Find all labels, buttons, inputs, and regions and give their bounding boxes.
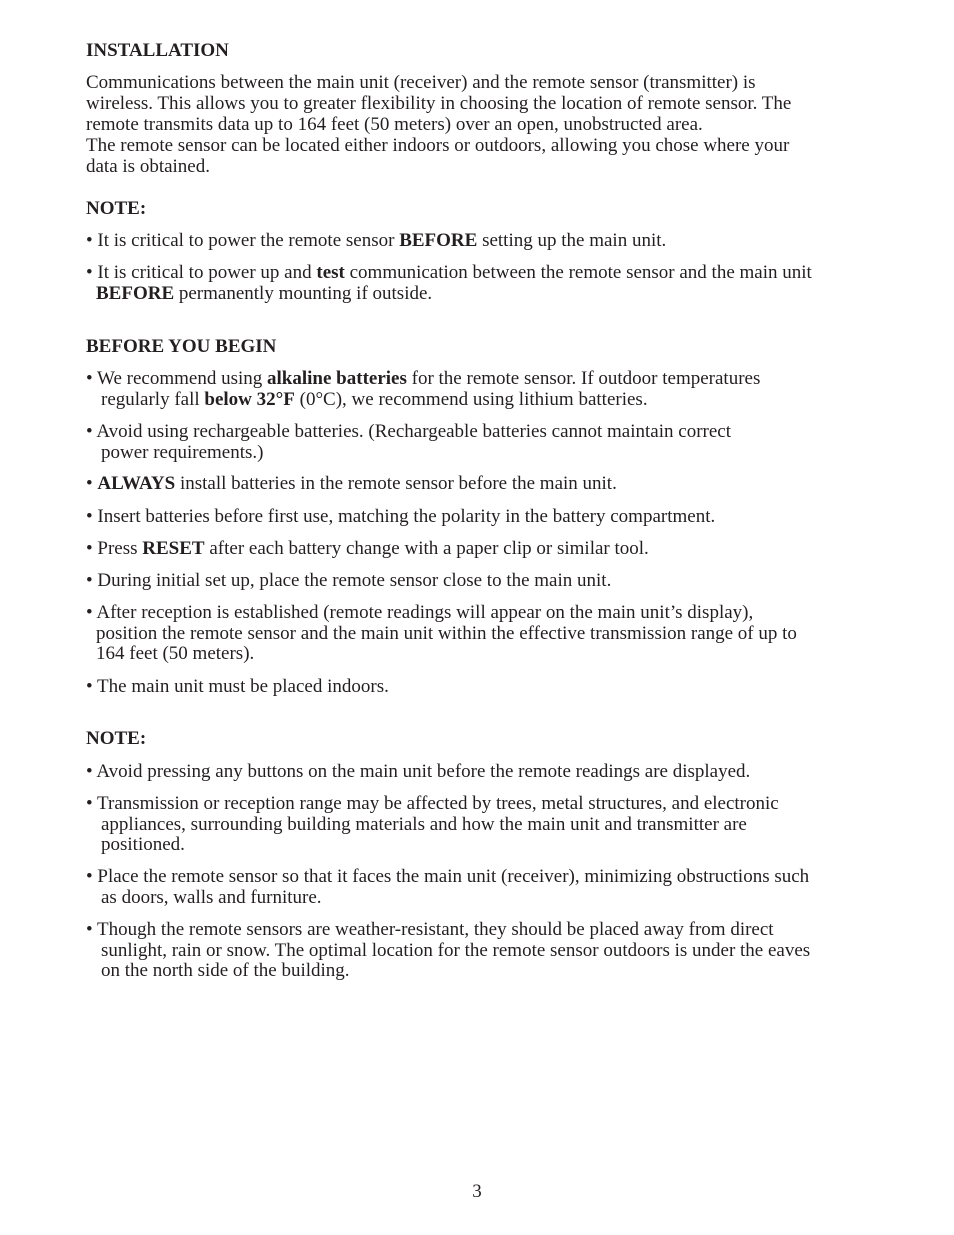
note-bullet — [86, 866, 809, 907]
installation-line: wireless. This allows you to greater flexibility in choosing the location of remote sensor. The — [86, 93, 792, 114]
installation-line: Communications between the main unit (receiver) and the remote sensor (transmitter) is — [86, 72, 756, 93]
note-bullet — [86, 230, 666, 251]
bullet-text: • We recommend using — [86, 368, 268, 389]
installation-paragraph — [86, 72, 791, 177]
page-number: 3 — [472, 1181, 482, 1202]
bullet-bold-text: test — [316, 262, 345, 283]
before-bullet — [86, 473, 617, 494]
bullet-bold-text: ALWAYS — [97, 473, 176, 494]
bullet-text: communication between the remote sensor and the main unit — [344, 262, 812, 283]
bullet-text: setting up the main unit. — [477, 230, 667, 251]
installation-line: remote transmits data up to 164 feet (50 meters) over an open, unobstructed area. — [86, 114, 703, 135]
bullet-text: • It is critical to power up and — [86, 262, 317, 283]
before-bullet — [86, 368, 760, 409]
bullet-bold-text: BEFORE — [399, 230, 478, 251]
note-heading: NOTE: — [86, 198, 147, 219]
bullet-text: • Avoid using rechargeable batteries. (Rechargeable batteries cannot maintain correct — [86, 421, 731, 442]
bullet-bold-text: BEFORE — [96, 282, 175, 304]
bullet-text: • It is critical to power the remote sensor — [86, 230, 400, 251]
bullet-text: • The main unit must be placed indoors. — [86, 676, 389, 697]
bullet-text: • During initial set up, place the remote sensor close to the main unit. — [86, 570, 612, 591]
note-heading: NOTE: — [86, 728, 147, 749]
bullet-bold-text: below 32°F — [204, 388, 295, 410]
before-you-begin-heading: BEFORE YOU BEGIN — [86, 336, 277, 357]
installation-line: The remote sensor can be located either indoors or outdoors, allowing you chose where your — [86, 135, 790, 156]
bullet-text: positioned. — [101, 834, 185, 855]
bullet-text: on the north side of the building. — [101, 960, 350, 981]
note-bullet — [86, 793, 779, 855]
bullet-text: • Place the remote sensor so that it faces the main unit (receiver), minimizing obstructions such — [86, 866, 810, 887]
bullet-text: after each battery change with a paper clip or similar tool. — [204, 538, 649, 559]
bullet-text: • — [86, 473, 98, 494]
before-bullet — [86, 602, 797, 664]
before-bullet — [86, 421, 731, 462]
bullet-bold-text: RESET — [142, 538, 205, 559]
bullet-text: • Though the remote sensors are weather-resistant, they should be placed away from direct — [86, 919, 774, 940]
bullet-text: • After reception is established (remote readings will appear on the main unit’s display), — [86, 602, 754, 623]
bullet-text: for the remote sensor. If outdoor temperatures — [406, 368, 761, 389]
before-bullet — [86, 538, 649, 559]
bullet-bold-text: alkaline batteries — [267, 368, 407, 389]
bullet-text: (0°C), we recommend using lithium batteries. — [294, 388, 648, 410]
bullet-text: as doors, walls and furniture. — [101, 886, 322, 908]
before-bullet — [86, 506, 715, 527]
bullet-text: • Transmission or reception range may be affected by trees, metal structures, and electronic — [86, 793, 779, 814]
bullet-text: • Avoid pressing any buttons on the main unit before the remote readings are displayed. — [86, 761, 751, 782]
bullet-text: regularly fall — [101, 388, 205, 410]
bullet-text: sunlight, rain or snow. The optimal location for the remote sensor outdoors is under the eaves — [101, 939, 811, 961]
note-bullet — [86, 919, 810, 981]
installation-line: data is obtained. — [86, 156, 210, 177]
bullet-text: 164 feet (50 meters). — [96, 643, 255, 664]
bullet-text: position the remote sensor and the main unit within the effective transmission range of up to — [96, 622, 797, 644]
bullet-text: appliances, surrounding building materials and how the main unit and transmitter are — [101, 813, 747, 835]
before-bullet — [86, 676, 389, 697]
note-bullet — [86, 262, 812, 303]
bullet-text: • Press — [86, 538, 143, 559]
note-bullet — [86, 761, 750, 782]
bullet-text: power requirements.) — [101, 441, 264, 463]
before-bullet — [86, 570, 611, 591]
installation-heading: INSTALLATION — [86, 40, 229, 61]
bullet-text: permanently mounting if outside. — [174, 282, 433, 304]
bullet-text: install batteries in the remote sensor before the main unit. — [175, 473, 617, 494]
bullet-text: • Insert batteries before first use, matching the polarity in the battery compartment. — [86, 506, 716, 527]
